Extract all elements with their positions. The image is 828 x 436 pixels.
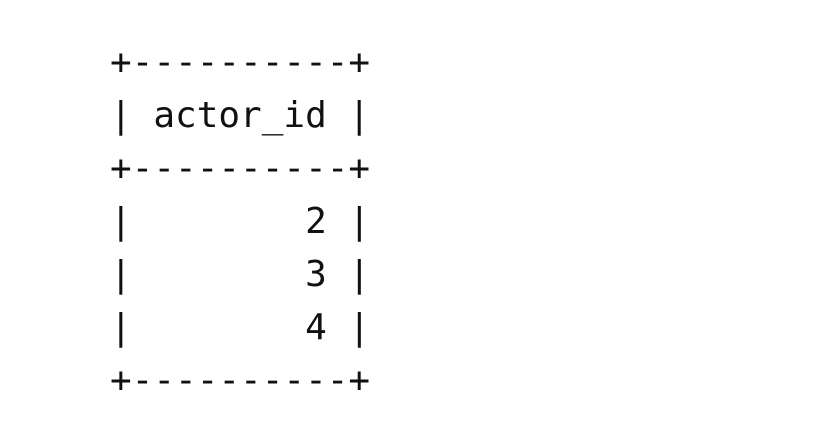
table-row: | 2 | <box>110 201 371 242</box>
column-header-actor-id: actor_id <box>153 95 327 136</box>
table-cell-actor-id: 2 <box>305 201 327 242</box>
table-header-divider: +----------+ <box>110 148 371 189</box>
table-bottom-border: +----------+ <box>110 360 371 401</box>
table-top-border: +----------+ <box>110 42 371 83</box>
table-header-row: | actor_id | <box>110 95 371 136</box>
table-row: | 3 | <box>110 254 371 295</box>
table-cell-actor-id: 4 <box>305 307 327 348</box>
table-row: | 4 | <box>110 307 371 348</box>
query-result-table <box>110 36 370 407</box>
table-cell-actor-id: 3 <box>305 254 327 295</box>
